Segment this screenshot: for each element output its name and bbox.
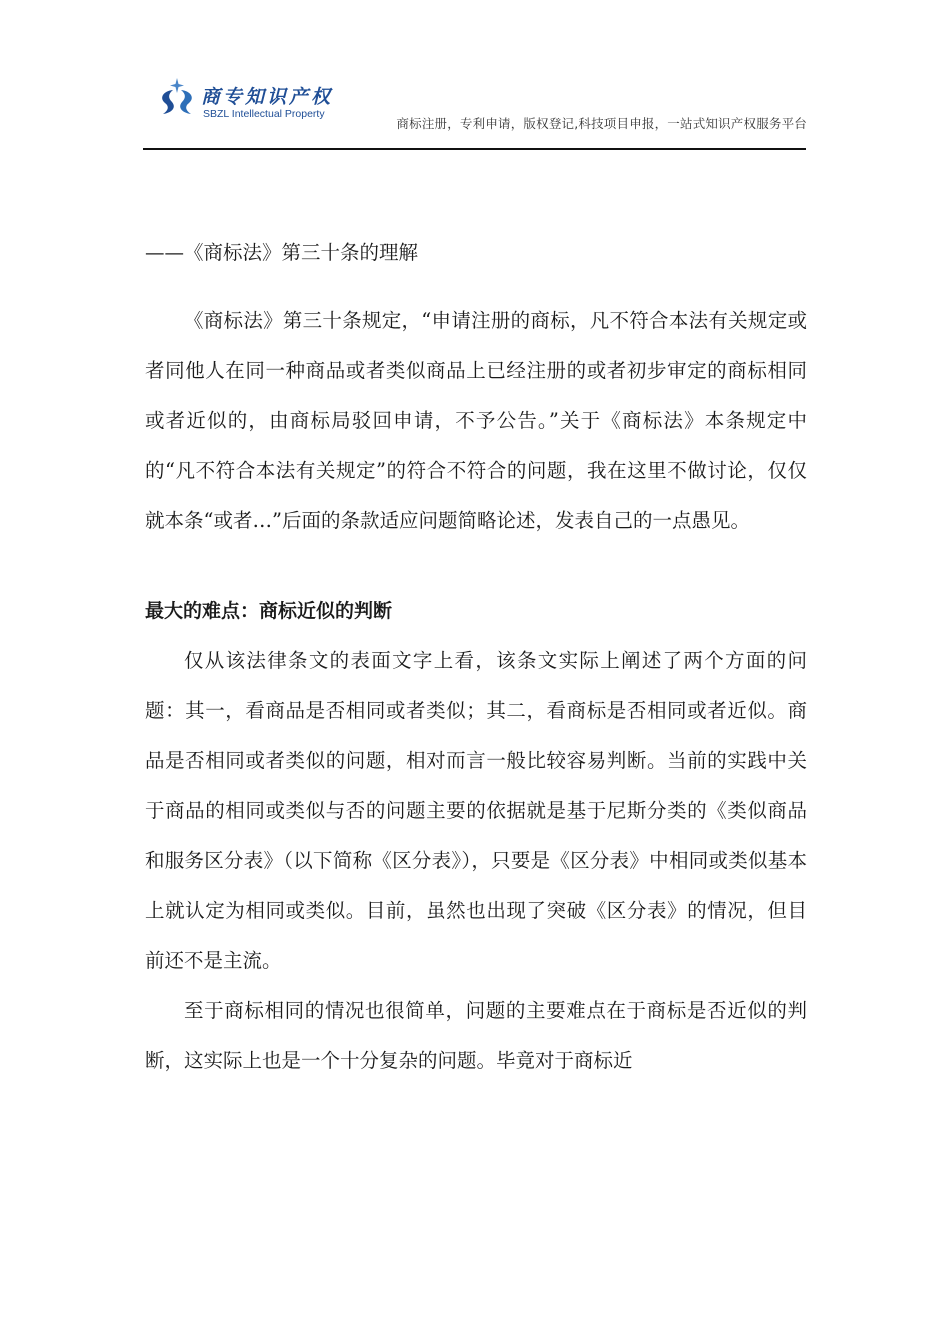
section-paragraph-1: 仅从该法律条文的表面文字上看，该条文实际上阐述了两个方面的问题：其一，看商品是否相同或者类似；其二，看商标是否相同或者近似。商品是否相同或者类似的问题，相对而言一般比较容易判断。当前的实践中关于商品的相同或类似与否的问题主要的依据就是基于尼斯分类的《类似商品和服务区分表》（以下简称《区分表》），只要是《区分表》中相同或类似基本上就认定为相同或类似。目前，虽然也出现了突破《区分表》的情况，但目前还不是主流。 [145,649,807,972]
document-body [145,228,807,1086]
section-paragraph-2: 至于商标相同的情况也很简单，问题的主要难点在于商标是否近似的判断，这实际上也是一个十分复杂的问题。毕竟对于商标近 [145,999,807,1072]
brand-name-en: SBZL Intellectual Property [203,108,325,120]
page-header [145,70,807,150]
document-subtitle: ——《商标法》第三十条的理解 [145,241,419,264]
header-divider [143,148,806,150]
intro-paragraph: 《商标法》第三十条规定，“申请注册的商标，凡不符合本法有关规定或者同他人在同一种商品或者类似商品上已经注册的或者初步审定的商标相同或者近似的，由商标局驳回申请，不予公告。”关于《商标法》本条规定中的“凡不符合本法有关规定”的符合不符合的问题，我在这里不做讨论，仅仅就本条“或者…”后面的条款适应问题简略论述，发表自己的一点愚见。 [145,309,807,532]
sbzl-logo-icon [155,76,199,120]
brand-name-cn: 商专知识产权 [201,86,334,108]
header-slogan: 商标注册，专利申请，版权登记,科技项目申报，一站式知识产权服务平台 [396,116,807,131]
section-heading: 最大的难点：商标近似的判断 [145,600,393,622]
